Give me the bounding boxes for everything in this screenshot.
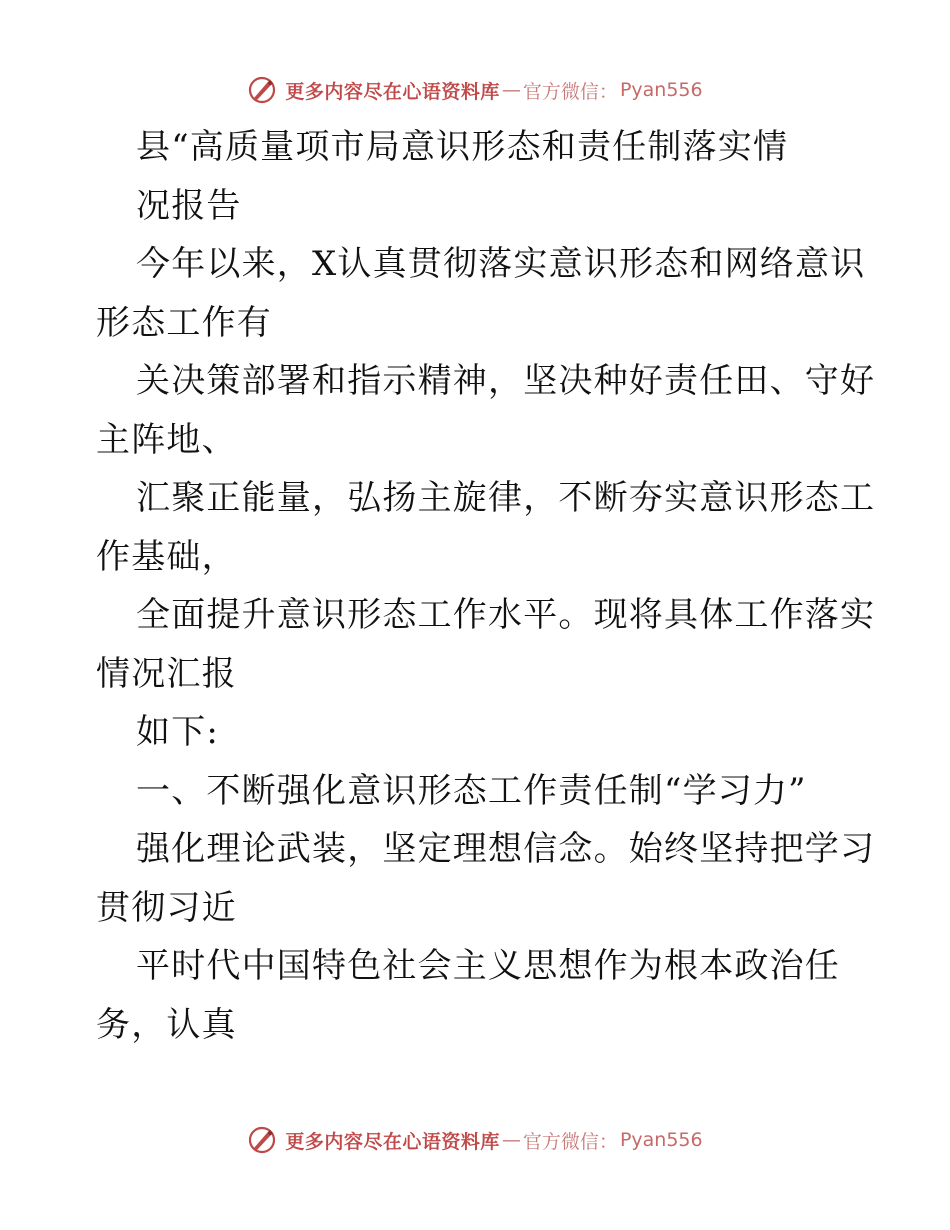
watermark-wechat-id: Pyan556 (619, 79, 703, 101)
pen-logo-icon (247, 1125, 277, 1155)
text-line: 如下: (136, 712, 220, 752)
text-line: 主阵地、 (96, 419, 237, 460)
text-line: 县“高质量项市局意识形态和责任制落实情 (136, 127, 789, 167)
text-line: 作基础， (96, 536, 237, 577)
text-line: 关决策部署和指示精神，坚决种好责任田、守好 (136, 361, 876, 401)
text-line: 贯彻习近 (96, 887, 237, 928)
document-body (96, 118, 876, 1054)
text-line: 况报告 (136, 185, 242, 226)
section-heading: 一、不断强化意识形态工作责任制“学习力” (136, 770, 807, 811)
pen-logo-icon (247, 75, 277, 105)
watermark-wechat-id: Pyan556 (619, 1129, 703, 1151)
text-line: 情况汇报 (96, 653, 237, 694)
header-watermark (0, 70, 950, 110)
text-line: 全面提升意识形态工作水平。现将具体工作落实 (136, 595, 876, 635)
watermark-separator: — (501, 79, 521, 101)
watermark-separator: — (501, 1129, 521, 1151)
text-line: 平时代中国特色社会主义思想作为根本政治任 (136, 946, 840, 986)
watermark-wechat-label: 官方微信： (522, 80, 618, 103)
text-line: 今年以来，X认真贯彻落实意识形态和网络意识 (136, 244, 866, 284)
watermark-wechat-label: 官方微信： (522, 1130, 618, 1153)
text-line: 汇聚正能量，弘扬主旋律，不断夯实意识形态工 (136, 478, 876, 518)
footer-watermark (0, 1120, 950, 1160)
watermark-library-name: 更多内容尽在心语资料库 (285, 80, 500, 103)
watermark-library-name: 更多内容尽在心语资料库 (285, 1130, 500, 1153)
text-line: 务，认真 (96, 1004, 237, 1045)
text-line: 强化理论武装，坚定理想信念。始终坚持把学习 (136, 829, 876, 869)
text-line: 形态工作有 (96, 302, 272, 343)
